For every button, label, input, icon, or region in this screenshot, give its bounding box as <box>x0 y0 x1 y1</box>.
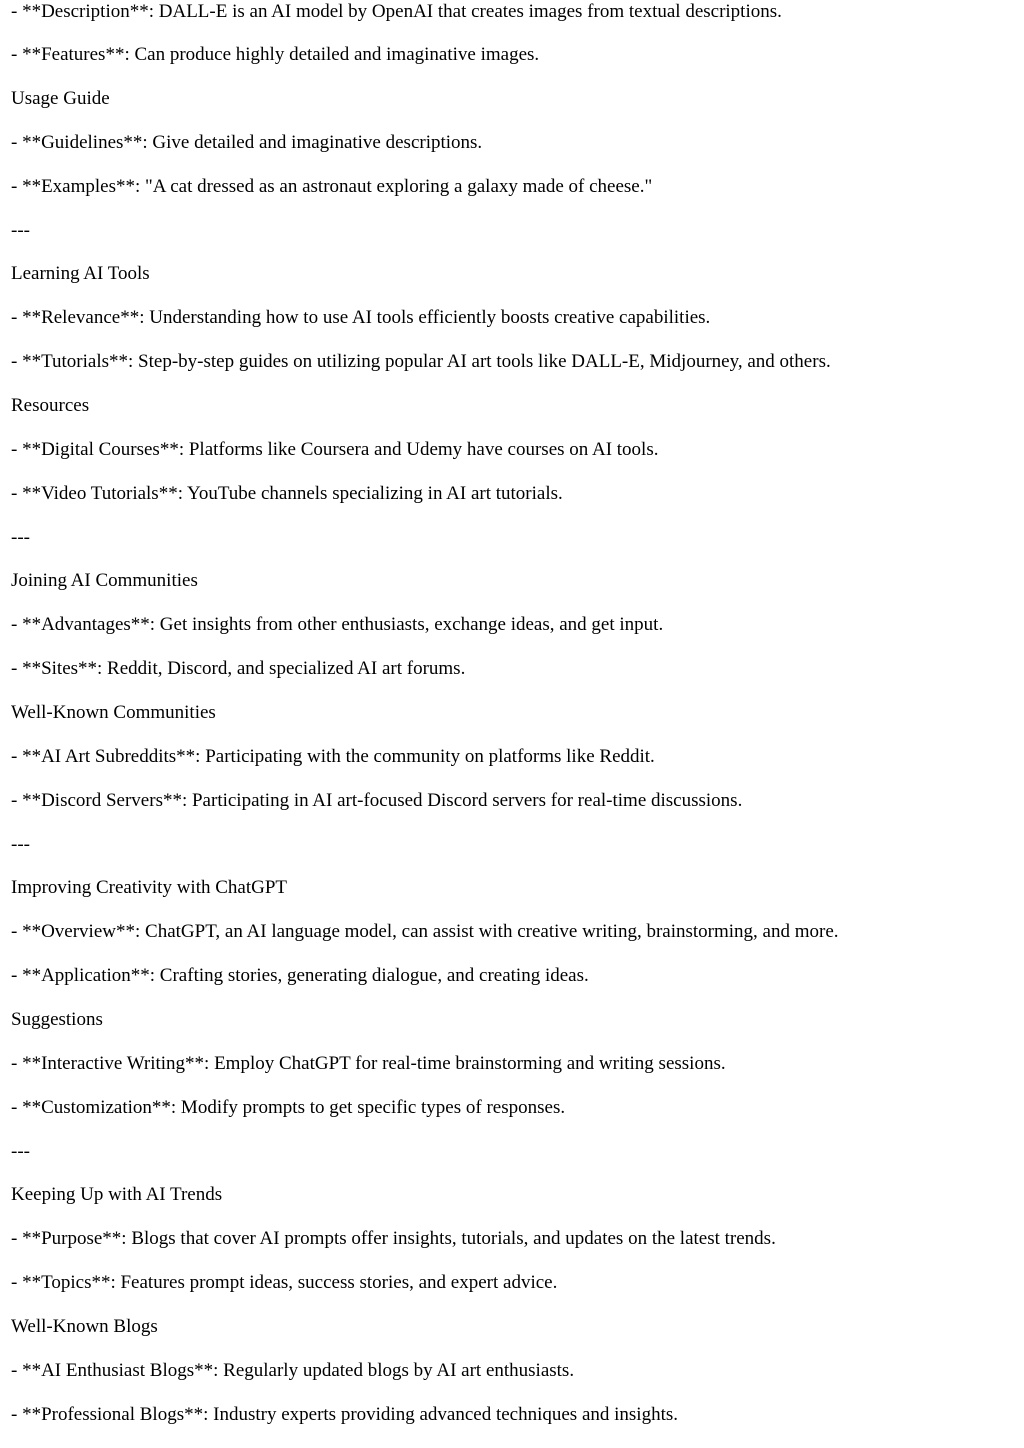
heading-keeping-up-ai-trends: Keeping Up with AI Trends <box>11 1184 223 1205</box>
heading-improving-creativity: Improving Creativity with ChatGPT <box>11 877 288 898</box>
line-sites: - **Sites**: Reddit, Discord, and specialized AI art forums. <box>11 658 466 679</box>
line-purpose: - **Purpose**: Blogs that cover AI prompts offer insights, tutorials, and updates on the latest trends. <box>11 1228 776 1249</box>
line-discord-servers: - **Discord Servers**: Participating in AI art-focused Discord servers for real-time discussions. <box>11 790 743 811</box>
separator-2: --- <box>11 527 30 548</box>
line-application: - **Application**: Crafting stories, generating dialogue, and creating ideas. <box>11 965 589 986</box>
line-description: - **Description**: DALL-E is an AI model by OpenAI that creates images from textual descriptions. <box>11 1 782 22</box>
line-topics: - **Topics**: Features prompt ideas, success stories, and expert advice. <box>11 1272 558 1293</box>
line-ai-enthusiast-blogs: - **AI Enthusiast Blogs**: Regularly updated blogs by AI art enthusiasts. <box>11 1360 575 1381</box>
separator-4: --- <box>11 1141 30 1162</box>
line-guidelines: - **Guidelines**: Give detailed and imaginative descriptions. <box>11 132 483 153</box>
line-customization: - **Customization**: Modify prompts to get specific types of responses. <box>11 1097 566 1118</box>
line-video-tutorials: - **Video Tutorials**: YouTube channels specializing in AI art tutorials. <box>11 483 563 504</box>
separator-1: --- <box>11 220 30 241</box>
line-professional-blogs: - **Professional Blogs**: Industry experts providing advanced techniques and insights. <box>11 1404 679 1425</box>
line-relevance: - **Relevance**: Understanding how to use AI tools efficiently boosts creative capabilities. <box>11 307 711 328</box>
heading-learning-ai-tools: Learning AI Tools <box>11 263 150 284</box>
line-overview: - **Overview**: ChatGPT, an AI language model, can assist with creative writing, brainstorming, and more. <box>11 921 839 942</box>
line-digital-courses: - **Digital Courses**: Platforms like Coursera and Udemy have courses on AI tools. <box>11 439 659 460</box>
heading-suggestions: Suggestions <box>11 1009 103 1030</box>
heading-well-known-communities: Well-Known Communities <box>11 702 216 723</box>
separator-3: --- <box>11 834 30 855</box>
heading-joining-ai-communities: Joining AI Communities <box>11 570 198 591</box>
heading-usage-guide: Usage Guide <box>11 88 110 109</box>
line-tutorials: - **Tutorials**: Step-by-step guides on utilizing popular AI art tools like DALL-E, Midjourney, and others. <box>11 351 831 372</box>
line-advantages: - **Advantages**: Get insights from other enthusiasts, exchange ideas, and get input. <box>11 614 664 635</box>
heading-resources: Resources <box>11 395 90 416</box>
line-examples: - **Examples**: "A cat dressed as an astronaut exploring a galaxy made of cheese." <box>11 176 653 197</box>
line-features: - **Features**: Can produce highly detailed and imaginative images. <box>11 44 540 65</box>
line-ai-art-subreddits: - **AI Art Subreddits**: Participating with the community on platforms like Reddit. <box>11 746 655 767</box>
line-interactive-writing: - **Interactive Writing**: Employ ChatGPT for real-time brainstorming and writing sessions. <box>11 1053 726 1074</box>
heading-well-known-blogs: Well-Known Blogs <box>11 1316 158 1337</box>
